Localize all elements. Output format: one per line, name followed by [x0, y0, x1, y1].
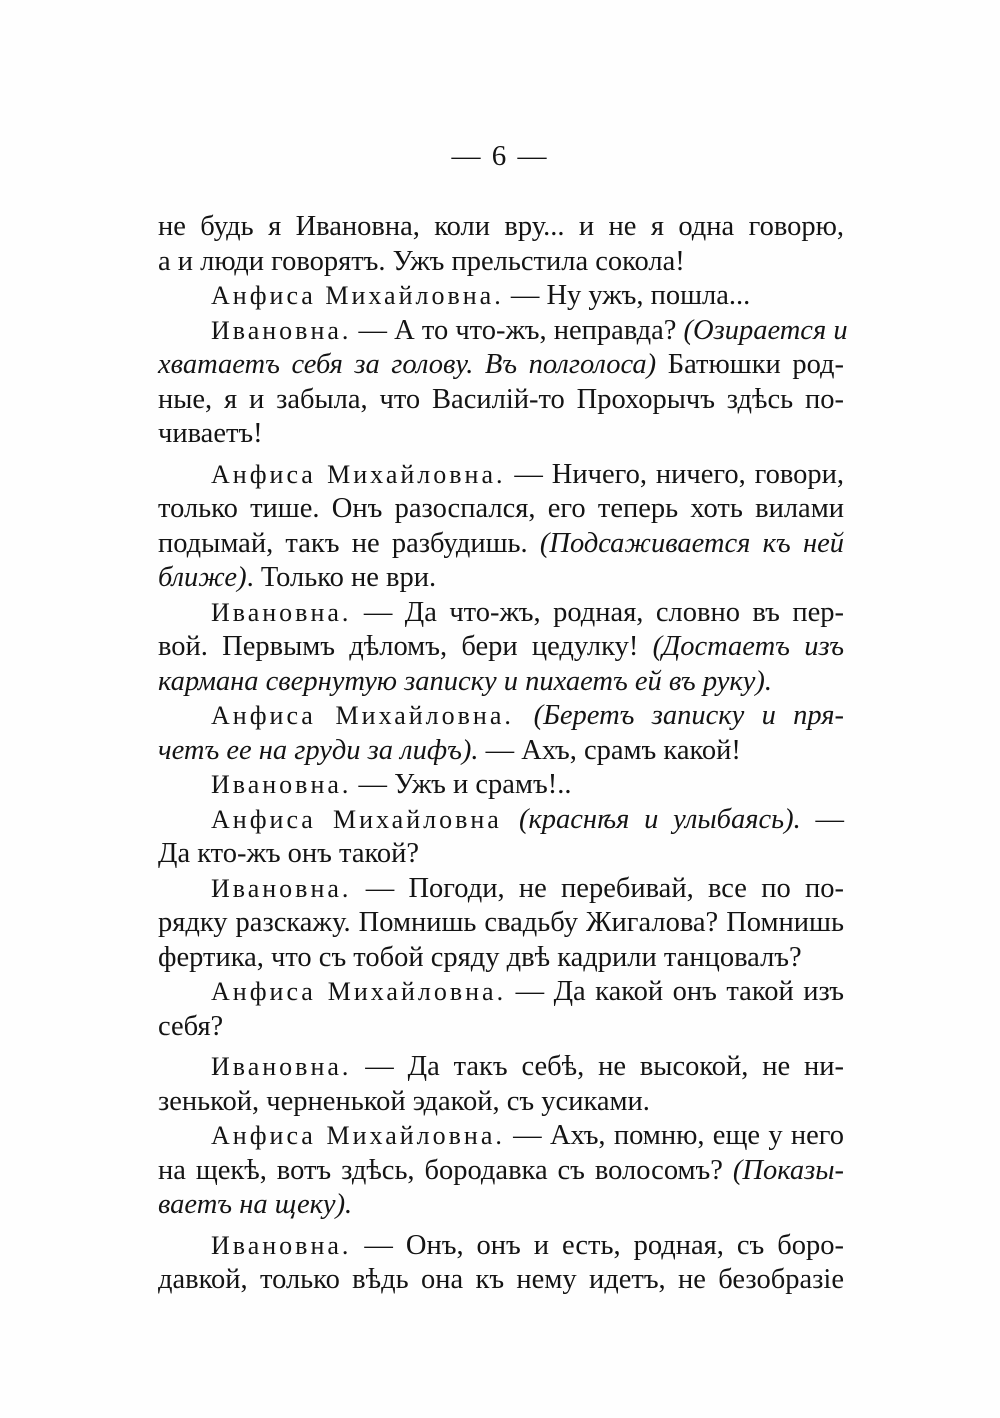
stage-direction: хватаетъ себя за голову. Въ полголоса) [158, 349, 657, 380]
dialogue-text: вой. Первымъ дѣломъ, бери цедулку! [158, 631, 653, 662]
text-line [158, 417, 844, 452]
text-line [158, 1119, 844, 1154]
stage-direction: ближе) [158, 562, 247, 593]
text-line [158, 941, 844, 976]
speaker-name: Ивановна. [211, 315, 352, 345]
text-line [158, 279, 844, 314]
dialogue-text: — Ахъ, помню, еще у него [504, 1120, 845, 1151]
dialogue-text: — Ужъ и срамъ!.. [351, 769, 572, 800]
dialogue-text: фертика, что съ тобой сряду двѣ кадрили танцовалъ? [158, 941, 802, 973]
text-line [158, 1050, 844, 1085]
text-line [158, 630, 844, 665]
text-line [158, 458, 844, 493]
speaker-name: Ивановна. [211, 1230, 352, 1260]
dialogue-text: рядку разскажу. Помнишь свадьбу Жигалова? Помнишь [158, 907, 844, 938]
stage-direction: (Показы- [732, 1154, 844, 1186]
dialogue-text: только тише. Онъ разоспался, его теперь хоть вилами [158, 493, 844, 524]
speaker-name: Анфиса Михайловна. [211, 701, 534, 730]
text-line [158, 699, 844, 734]
text-line [158, 1085, 844, 1120]
dialogue-text: подымай, такъ не разбудишь. [158, 527, 540, 559]
stage-direction: ваетъ на щеку). [158, 1189, 353, 1220]
stage-direction: (Достаетъ изъ [652, 631, 844, 662]
speaker-name: Анфиса Михайловна. [211, 281, 504, 310]
speaker-name: Ивановна. [211, 873, 352, 903]
stage-direction: (краснѣя и улыбаясь). [518, 803, 801, 835]
dialogue-text: на щекѣ, вотъ здѣсь, бородавка съ волосомъ? [158, 1154, 733, 1186]
dialogue-text: Да кто-жъ онъ такой? [158, 838, 420, 869]
dialogue-text: зенькой, черненькой эдакой, съ усиками. [158, 1085, 650, 1117]
text-line [158, 1229, 844, 1264]
dialogue-text: — [800, 803, 844, 835]
speaker-name: Анфиса Михайловна. [211, 977, 507, 1006]
speaker-name: Ивановна. [211, 1052, 352, 1081]
stage-direction: (Подсаживается къ ней [539, 527, 844, 559]
text-line [158, 837, 844, 872]
text-line [158, 906, 844, 941]
speaker-name: Анфиса Михайловна [211, 804, 519, 834]
dialogue-text: чиваетъ! [158, 418, 263, 449]
stage-direction: (Озирается и [683, 314, 848, 346]
dialogue-text: давкой, только вѣдь она къ нему идетъ, не безобразіе [158, 1264, 844, 1295]
stage-direction: кармана свернутую записку и пихаетъ ей въ руку). [158, 665, 772, 697]
text-line [158, 210, 844, 245]
text-line [158, 492, 844, 527]
dialogue-text: а и люди говорятъ. Ужъ прельстила сокола! [158, 245, 685, 277]
text-line [158, 561, 844, 596]
dialogue-text: — Погоди, не перебивай, все по по- [351, 872, 844, 904]
stage-direction: четъ ее на груди за лифъ). [158, 734, 479, 766]
text-line [158, 1010, 844, 1045]
text-line [158, 383, 844, 418]
text-line [158, 768, 844, 803]
dialogue-text: — Ничего, ничего, говори, [505, 458, 844, 490]
speaker-name: Ивановна. [211, 770, 352, 799]
dialogue-text: — Да какой онъ такой изъ [506, 976, 844, 1007]
text-line [158, 872, 844, 907]
text-line [158, 975, 844, 1010]
speaker-name: Анфиса Михайловна. [211, 459, 506, 489]
text-line [158, 734, 844, 769]
dialogue-text: не будь я Ивановна, коли вру... и не я одна говорю, [158, 211, 844, 242]
text-line [158, 245, 844, 280]
speaker-name: Ивановна. [211, 597, 352, 627]
stage-direction: (Беретъ записку и пря- [533, 700, 845, 731]
text-line [158, 1154, 844, 1189]
dialogue-text: — Да что-жъ, родная, словно въ пер- [351, 596, 844, 628]
text-line [158, 803, 844, 838]
text-line [158, 1188, 844, 1223]
page-number: — 6 — [451, 140, 549, 172]
page-body-text [158, 210, 848, 1298]
dialogue-text: — Онъ, онъ и есть, родная, съ боро- [351, 1229, 844, 1261]
text-line [158, 1263, 844, 1298]
text-line [158, 665, 844, 700]
text-line [158, 314, 848, 349]
text-line [158, 527, 844, 562]
dialogue-text: — Ну ужъ, пошла... [503, 280, 751, 311]
dialogue-text: — Да такъ себѣ, не высокой, не ни- [351, 1051, 844, 1082]
dialogue-text: ные, я и забыла, что Василій-то Прохорычъ здѣсь по- [158, 383, 844, 415]
dialogue-text: себя? [158, 1010, 224, 1042]
speaker-name: Анфиса Михайловна. [211, 1121, 505, 1150]
dialogue-text: Батюшки род- [656, 349, 845, 380]
text-line [158, 348, 844, 383]
dialogue-text: — Ахъ, срамъ какой! [478, 734, 741, 766]
dialogue-text: — А то что-жъ, неправда? [351, 314, 684, 346]
text-line [158, 596, 844, 631]
dialogue-text: . Только не ври. [246, 562, 437, 593]
